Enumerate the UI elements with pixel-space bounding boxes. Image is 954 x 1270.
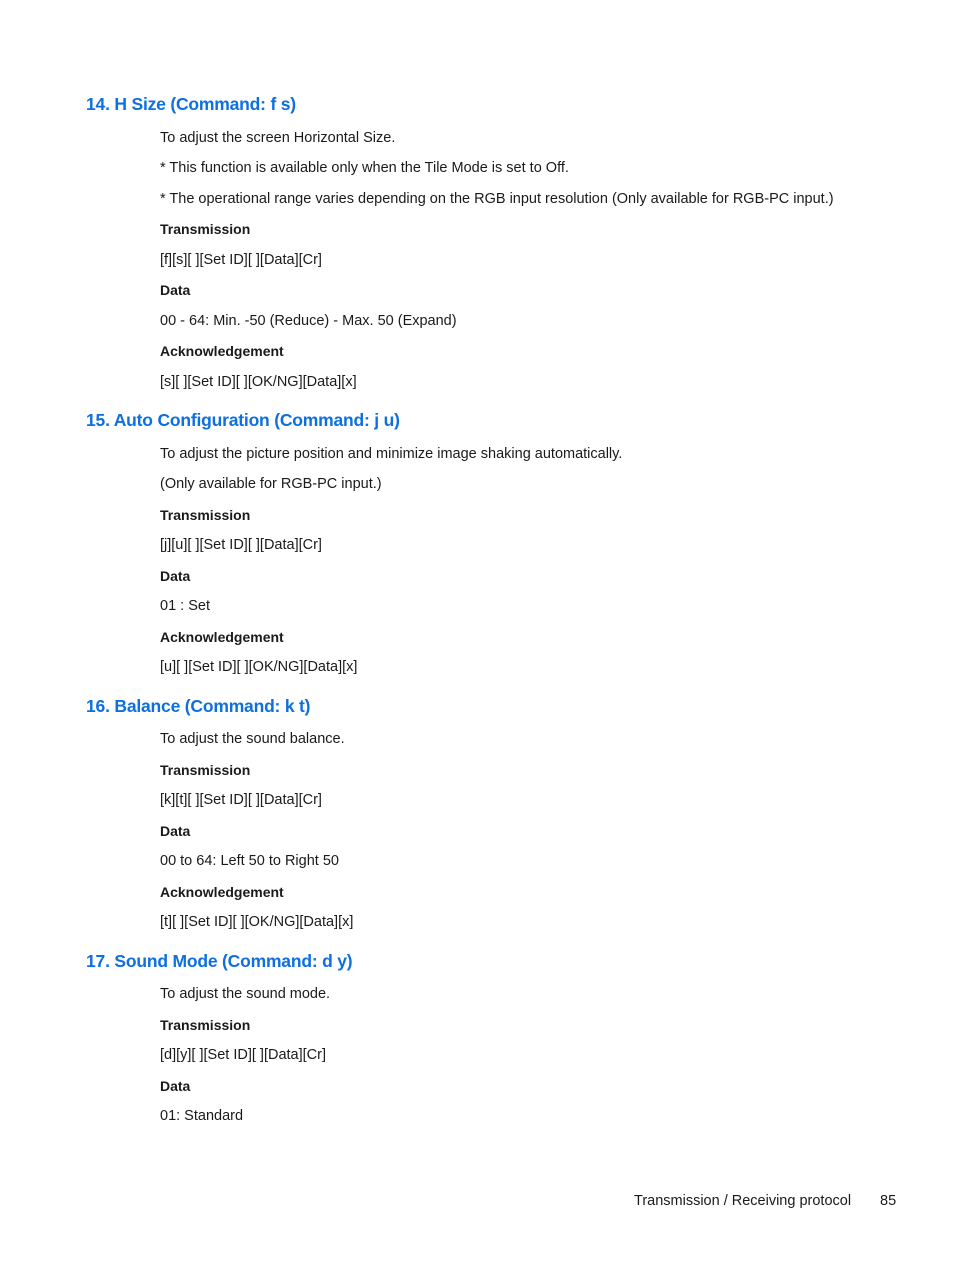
data-label: Data (160, 282, 191, 298)
paragraph: To adjust the screen Horizontal Size. (160, 130, 396, 146)
data-value: 01: Standard (160, 1108, 244, 1124)
paragraph: To adjust the sound mode. (160, 986, 331, 1002)
paragraph: To adjust the sound balance. (160, 731, 345, 747)
acknowledgement-value: [u][ ][Set ID][ ][OK/NG][Data][x] (160, 659, 358, 675)
section-heading-h-size: 14. H Size (Command: f s) (86, 94, 296, 114)
page-number: 85 (880, 1193, 897, 1209)
paragraph: (Only available for RGB-PC input.) (160, 476, 382, 492)
acknowledgement-label: Acknowledgement (160, 343, 284, 359)
data-value: 00 to 64: Left 50 to Right 50 (160, 853, 339, 869)
transmission-value: [k][t][ ][Set ID][ ][Data][Cr] (160, 792, 322, 808)
acknowledgement-label: Acknowledgement (160, 629, 284, 645)
paragraph: * This function is available only when the Tile Mode is set to Off. (160, 160, 569, 176)
acknowledgement-value: [s][ ][Set ID][ ][OK/NG][Data][x] (160, 374, 357, 390)
transmission-value: [d][y][ ][Set ID][ ][Data][Cr] (160, 1047, 326, 1063)
section-heading-balance: 16. Balance (Command: k t) (86, 696, 311, 716)
paragraph: * The operational range varies depending on the RGB input resolution (Only available for RGB-PC input.) (160, 191, 834, 207)
acknowledgement-label: Acknowledgement (160, 884, 284, 900)
transmission-label: Transmission (160, 507, 251, 523)
data-value: 01 : Set (160, 598, 210, 614)
data-label: Data (160, 823, 191, 839)
data-label: Data (160, 568, 191, 584)
transmission-label: Transmission (160, 221, 251, 237)
transmission-label: Transmission (160, 1017, 251, 1033)
paragraph: To adjust the picture position and minimize image shaking automatically. (160, 446, 623, 462)
footer-chapter-title: Transmission / Receiving protocol (634, 1193, 852, 1209)
data-label: Data (160, 1078, 191, 1094)
section-heading-auto-configuration: 15. Auto Configuration (Command: j u) (86, 410, 400, 430)
transmission-value: [f][s][ ][Set ID][ ][Data][Cr] (160, 252, 322, 268)
acknowledgement-value: [t][ ][Set ID][ ][OK/NG][Data][x] (160, 914, 354, 930)
transmission-value: [j][u][ ][Set ID][ ][Data][Cr] (160, 537, 322, 553)
data-value: 00 - 64: Min. -50 (Reduce) - Max. 50 (Expand) (160, 313, 457, 329)
transmission-label: Transmission (160, 762, 251, 778)
section-heading-sound-mode: 17. Sound Mode (Command: d y) (86, 951, 353, 971)
